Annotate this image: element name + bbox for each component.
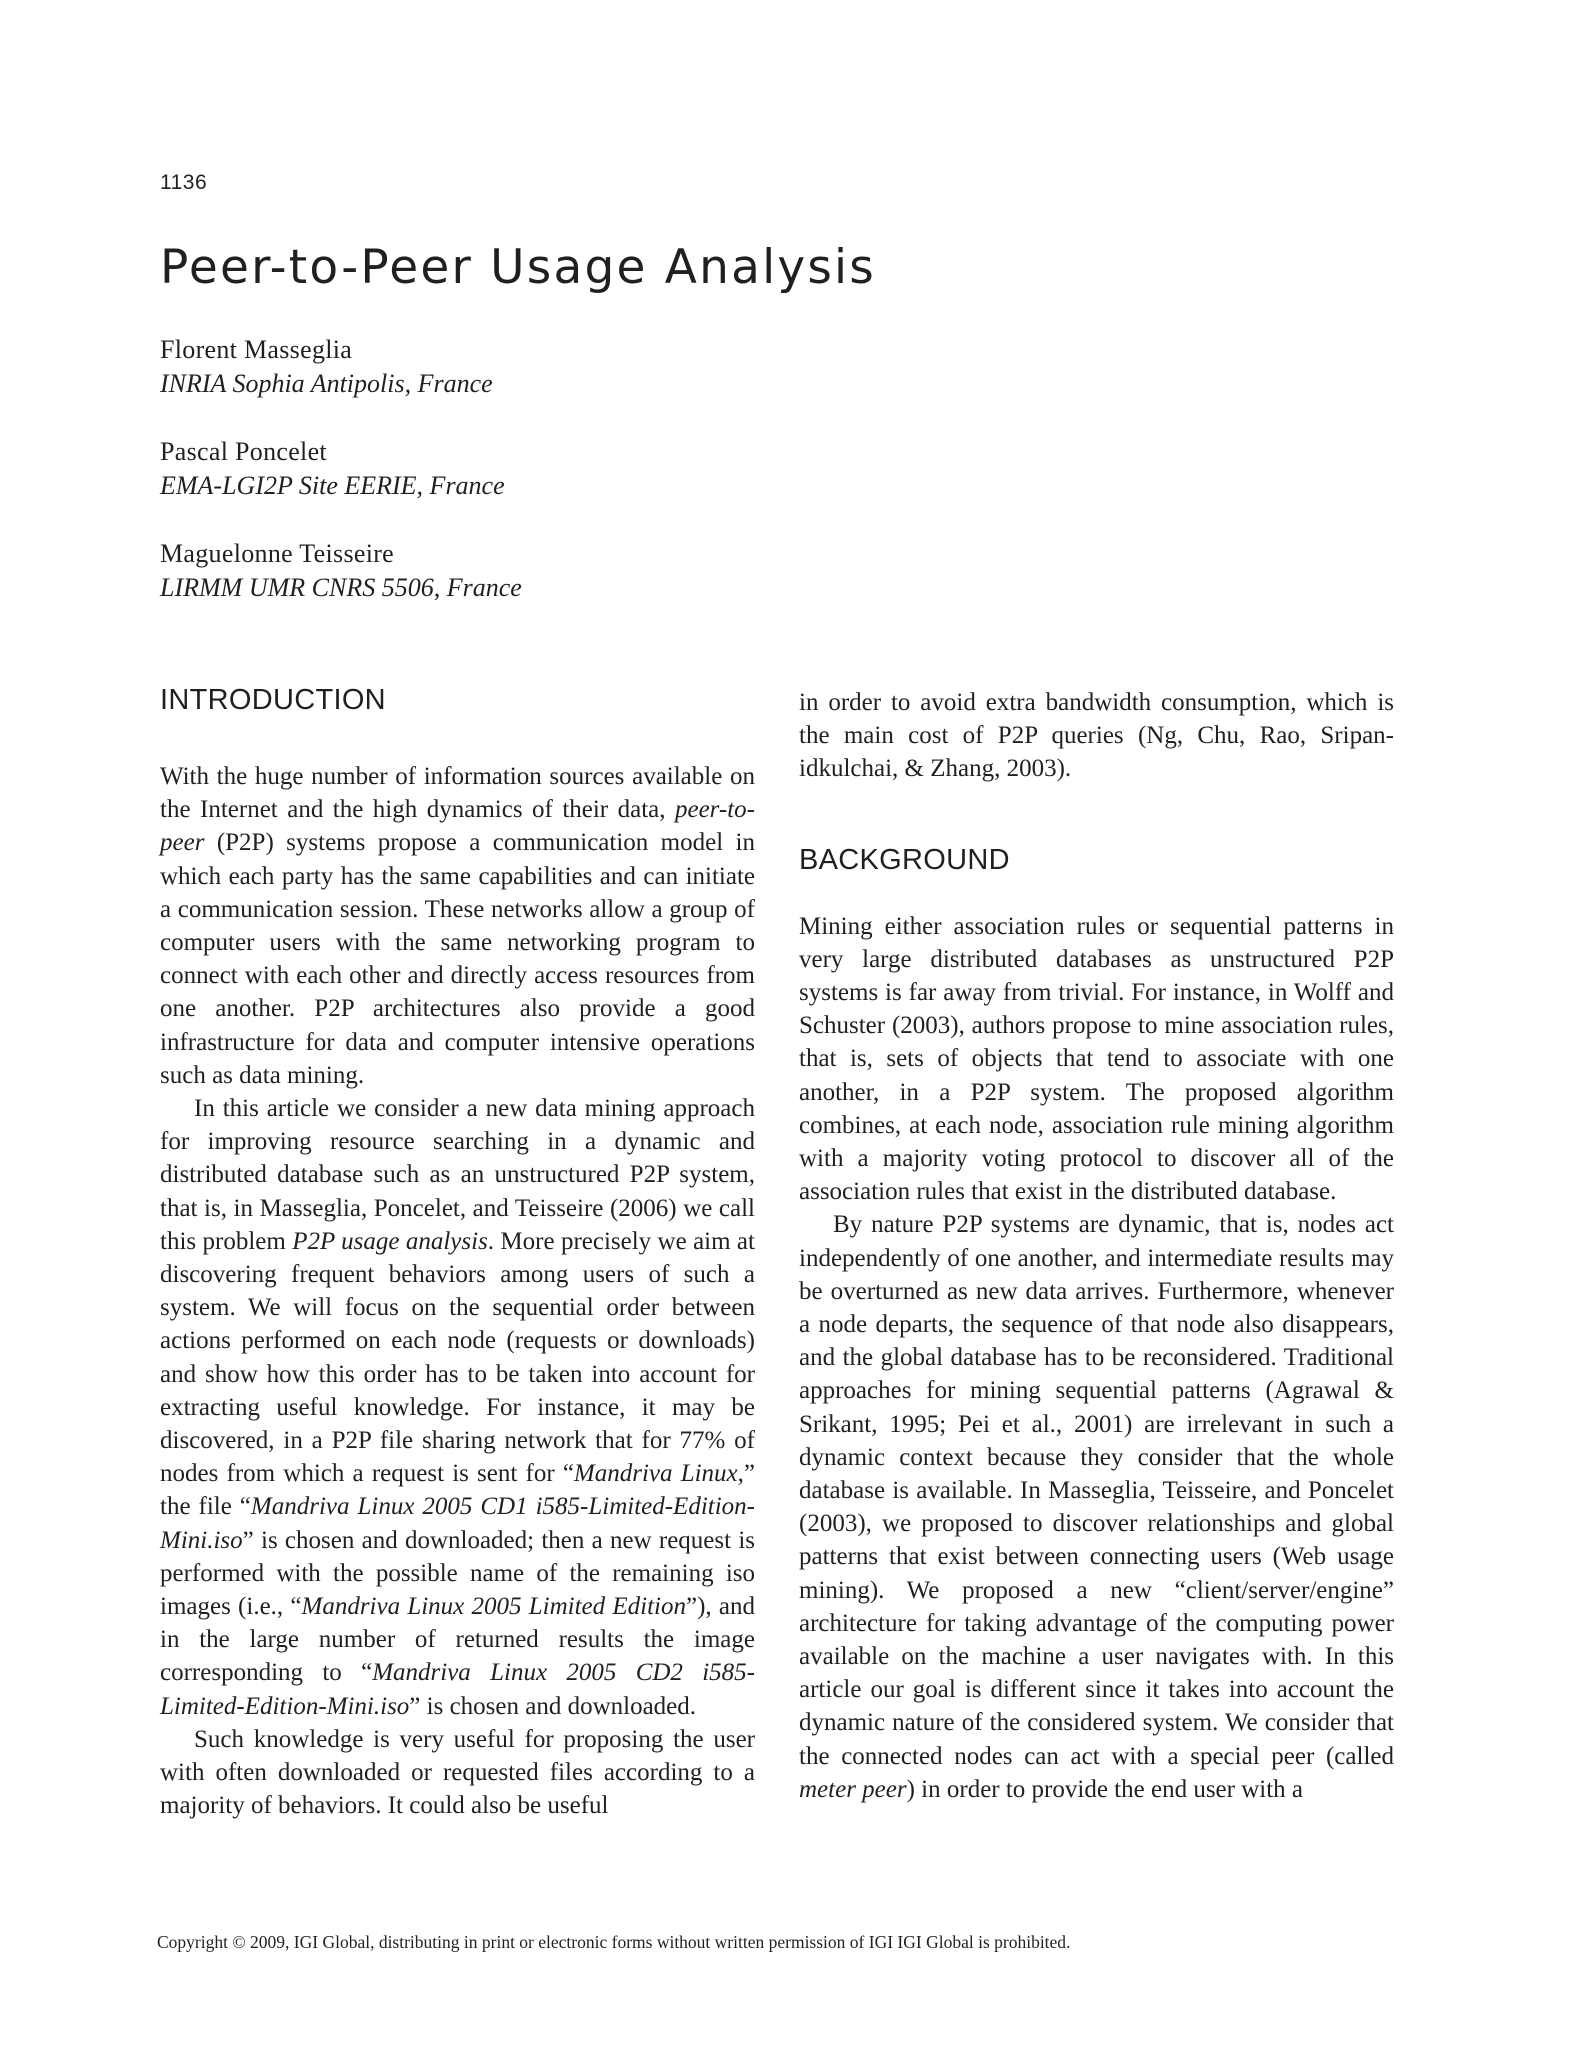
emphasis-run: Mandriva Linux bbox=[573, 1460, 738, 1488]
text-run: ) in order to provide the end user with a bbox=[906, 1775, 1304, 1803]
author-affiliation: LIRMM UMR CNRS 5506, France bbox=[160, 573, 522, 602]
copyright-footer: Copyright © 2009, IGI Global, distributing in print or electronic forms without written permission of IGI IGI Global is prohibited. bbox=[157, 1932, 1071, 1952]
text-run: ” is chosen and downloaded. bbox=[409, 1692, 697, 1720]
author-block bbox=[160, 333, 522, 401]
emphasis-run: Mandriva Linux 2005 CD1 i585-Limited-Edition-Mini.iso bbox=[160, 1493, 755, 1554]
page-number: 1136 bbox=[160, 171, 208, 194]
right-column bbox=[799, 686, 1394, 1806]
background-paragraph-2 bbox=[799, 1208, 1394, 1806]
emphasis-run: peer-to-peer bbox=[160, 796, 755, 857]
text-run: ”), and in the large number of returned results the image corresponding to “ bbox=[160, 1593, 755, 1687]
author-affiliation: INRIA Sophia Antipolis, France bbox=[160, 369, 493, 398]
introduction-paragraph-2 bbox=[160, 1092, 755, 1723]
introduction-paragraph-1 bbox=[160, 760, 755, 1092]
text-run: ,” the file “ bbox=[160, 1460, 756, 1521]
author-name: Pascal Poncelet bbox=[160, 437, 327, 466]
text-run: . More precisely we aim at discovering frequent behaviors among users of such a system. We will focus on the sequential order between actions performed on each node (requests or downloads) and show how this order has to be taken into account for extracting useful knowledge. For instance, it may be discovered, in a P2P file sharing network that for 77% of nodes from which a request is sent for “ bbox=[160, 1227, 755, 1488]
introduction-heading: INTRODUCTION bbox=[160, 684, 386, 716]
continuation-paragraph: in order to avoid extra bandwidth consumption, which is the main cost of P2P queries (Ng, Chu, Rao, Sripanidkulchai, & Zhang, 2003). bbox=[799, 689, 1394, 783]
author-name: Florent Masseglia bbox=[160, 335, 353, 364]
background-heading: BACKGROUND bbox=[799, 843, 1010, 876]
emphasis-run: Mandriva Linux 2005 CD2 i585-Limited-Edition-Mini.iso bbox=[160, 1659, 756, 1720]
emphasis-run: P2P usage analysis bbox=[292, 1227, 488, 1255]
article-title: Peer-to-Peer Usage Analysis bbox=[160, 240, 876, 295]
text-run: ” is chosen and downloaded; then a new request is performed with the possible name of the remaining iso images (i.e., “ bbox=[160, 1526, 755, 1621]
introduction-paragraph-3: Such knowledge is very useful for proposing the user with often downloaded or requested files according to a majority of behaviors. It could also be useful bbox=[160, 1725, 755, 1820]
author-block bbox=[160, 537, 522, 605]
text-run: By nature P2P systems are dynamic, that is, nodes act independently of one another, and intermediate results may be overturned as new data arrives. Furthermore, whenever a node departs, the sequence of that node also disappears, and the global database has to be reconsidered. Traditional approaches for mining sequential patterns (Agrawal & Srikant, 1995; Pei et al., 2001) are irrelevant in such a dynamic context because they consider that the whole database is available. In Masseglia, Teisseire, and Poncelet (2003), we proposed to discover relationships and global patterns that exist between connecting users (Web usage mining). We proposed a new “client/server/engine” architecture for taking advantage of the computing power available on the machine a user navigates with. In this article our goal is different since it takes into account the dynamic nature of the considered system. We consider that the connected nodes can act with a special peer (called bbox=[799, 1211, 1394, 1770]
background-paragraph-1: Mining either association rules or sequential patterns in very large distributed databases as unstructured P2P systems is far away from trivial. For instance, in Wolff and Schuster (2003), authors propose to mine association rules, that is, sets of objects that tend to associate with one another, in a P2P system. The proposed algorithm combines, at each node, association rule mining algorithm with a majority voting protocol to discover all of the association rules that exist in the distributed database. bbox=[799, 912, 1394, 1206]
author-affiliation: EMA-LGI2P Site EERIE, France bbox=[160, 471, 505, 500]
text-run: With the huge number of information sources available on the Internet and the high dynamics of their data, bbox=[160, 763, 755, 824]
emphasis-run: meter peer bbox=[799, 1775, 907, 1803]
text-run: In this article we consider a new data mining approach for improving resource searching in a dynamic and distributed database such as an unstructured P2P system, that is, in Masseglia, Poncelet, and Teisseire (2006) we call this problem bbox=[160, 1095, 755, 1255]
emphasis-run: Mandriva Linux 2005 Limited Edition bbox=[301, 1593, 686, 1621]
author-list bbox=[160, 333, 522, 639]
text-run: (P2P) systems propose a communication model in which each party has the same capabilities and can initiate a communication session. These networks allow a group of computer users with the same networking program to connect with each other and directly access resources from one another. P2P architectures also provide a good infrastructure for data and computer intensive operations such as data mining. bbox=[160, 829, 755, 1089]
author-block bbox=[160, 435, 522, 503]
left-column bbox=[160, 682, 755, 1823]
author-name: Maguelonne Teisseire bbox=[160, 539, 395, 568]
